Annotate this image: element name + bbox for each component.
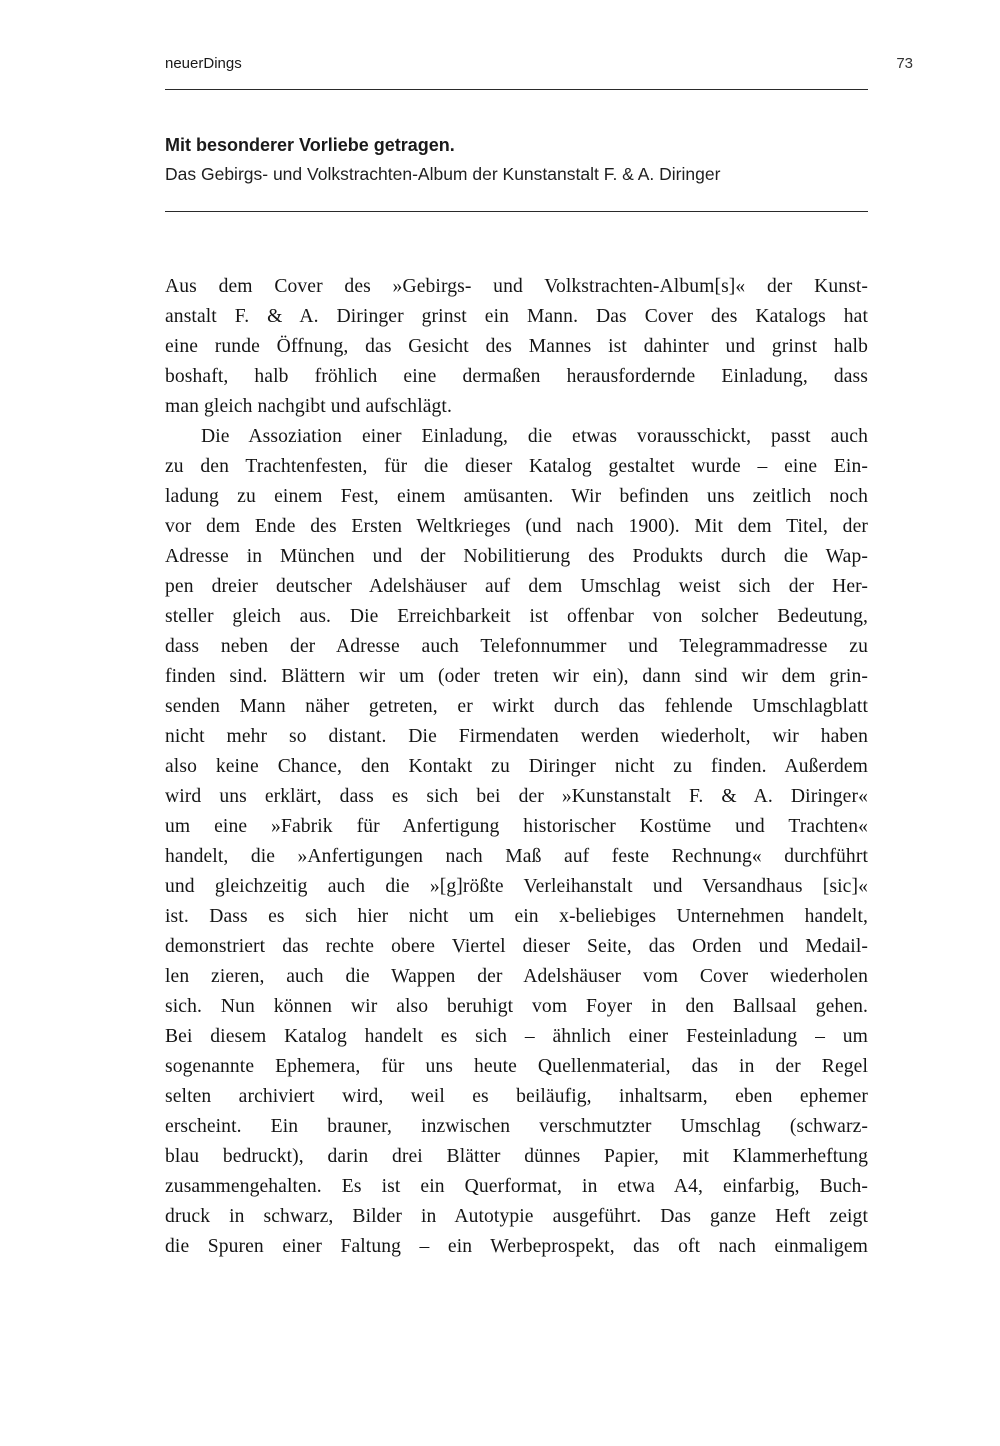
body-text-line: selten archiviert wird, weil es beiläufig, inhaltsarm, eben ephemer bbox=[165, 1086, 868, 1107]
article-subtitle: Das Gebirgs- und Volkstrachten-Album der Kunstanstalt F. & A. Diringer bbox=[165, 164, 721, 184]
body-text-line: vor dem Ende des Ersten Weltkrieges (und nach 1900). Mit dem Titel, der bbox=[165, 516, 868, 537]
body-text-line: eine runde Öffnung, das Gesicht des Mannes ist dahinter und grinst halb bbox=[165, 336, 868, 357]
body-text-line: steller gleich aus. Die Erreichbarkeit ist offenbar von solcher Bedeutung, bbox=[165, 606, 868, 627]
body-text-line: handelt, die »Anfertigungen nach Maß auf feste Rechnung« durchführt bbox=[165, 846, 868, 867]
magazine-name: neuerDings bbox=[165, 55, 242, 72]
page-number: 73 bbox=[896, 55, 913, 72]
body-text-line: dass neben der Adresse auch Telefonnummer und Telegrammadresse zu bbox=[165, 636, 868, 657]
body-text-line: Bei diesem Katalog handelt es sich – ähnlich einer Festeinladung – um bbox=[165, 1026, 868, 1047]
body-text-line: um eine »Fabrik für Anfertigung historischer Kostüme und Trachten« bbox=[165, 816, 868, 837]
body-text-line: die Spuren einer Faltung – ein Werbeprospekt, das oft nach einmaligem bbox=[165, 1236, 868, 1257]
body-text-line: und gleichzeitig auch die »[g]rößte Verleihanstalt und Versandhaus [sic]« bbox=[165, 876, 868, 897]
body-text-line: boshaft, halb fröhlich eine dermaßen herausfordernde Einladung, dass bbox=[165, 366, 868, 387]
body-text-line: zusammengehalten. Es ist ein Querformat, in etwa A4, einfarbig, Buch- bbox=[165, 1176, 868, 1197]
article-title-block bbox=[165, 131, 868, 189]
body-text-line: blau bedruckt), darin drei Blätter dünnes Papier, mit Klammerheftung bbox=[165, 1146, 868, 1167]
body-text-line: Die Assoziation einer Einladung, die etwas vorausschickt, passt auch bbox=[201, 426, 868, 447]
body-text-line: nicht mehr so distant. Die Firmendaten werden wiederholt, wir haben bbox=[165, 726, 868, 747]
body-text-line: demonstriert das rechte obere Viertel dieser Seite, das Orden und Medail- bbox=[165, 936, 868, 957]
body-text-line: wird uns erklärt, dass es sich bei der »Kunstanstalt F. & A. Diringer« bbox=[165, 786, 868, 807]
header-rule bbox=[165, 89, 868, 90]
body-text-line: sogenannte Ephemera, für uns heute Quellenmaterial, das in der Regel bbox=[165, 1056, 868, 1077]
article-body bbox=[165, 272, 868, 1262]
body-text-line: druck in schwarz, Bilder in Autotypie ausgeführt. Das ganze Heft zeigt bbox=[165, 1206, 868, 1227]
body-text-line: senden Mann näher getreten, er wirkt durch das fehlende Umschlagblatt bbox=[165, 696, 868, 717]
body-text-line: Adresse in München und der Nobilitierung des Produkts durch die Wap- bbox=[165, 546, 868, 567]
body-text-line: anstalt F. & A. Diringer grinst ein Mann. Das Cover des Katalogs hat bbox=[165, 306, 868, 327]
body-text-line: Aus dem Cover des »Gebirgs- und Volkstrachten-Album[s]« der Kunst- bbox=[165, 276, 868, 297]
body-text-line: ladung zu einem Fest, einem amüsanten. Wir befinden uns zeitlich noch bbox=[165, 486, 868, 507]
page-header bbox=[165, 55, 913, 79]
body-text-line: erscheint. Ein brauner, inzwischen verschmutzter Umschlag (schwarz- bbox=[165, 1116, 868, 1137]
body-text-line: len zieren, auch die Wappen der Adelshäuser vom Cover wiederholen bbox=[165, 966, 868, 987]
body-text-line: ist. Dass es sich hier nicht um ein x-beliebiges Unternehmen handelt, bbox=[165, 906, 868, 927]
body-text-line: finden sind. Blättern wir um (oder treten wir ein), dann sind wir dem grin- bbox=[165, 666, 868, 687]
article-title: Mit besonderer Vorliebe getragen. bbox=[165, 135, 455, 155]
title-rule bbox=[165, 211, 868, 212]
body-text-line: pen dreier deutscher Adelshäuser auf dem Umschlag weist sich der Her- bbox=[165, 576, 868, 597]
body-text-line: also keine Chance, den Kontakt zu Diringer nicht zu finden. Außerdem bbox=[165, 756, 868, 777]
body-text-line: sich. Nun können wir also beruhigt vom Foyer in den Ballsaal gehen. bbox=[165, 996, 868, 1017]
body-text-line: zu den Trachtenfesten, für die dieser Katalog gestaltet wurde – eine Ein- bbox=[165, 456, 868, 477]
body-text-line: man gleich nachgibt und aufschlägt. bbox=[165, 396, 452, 417]
